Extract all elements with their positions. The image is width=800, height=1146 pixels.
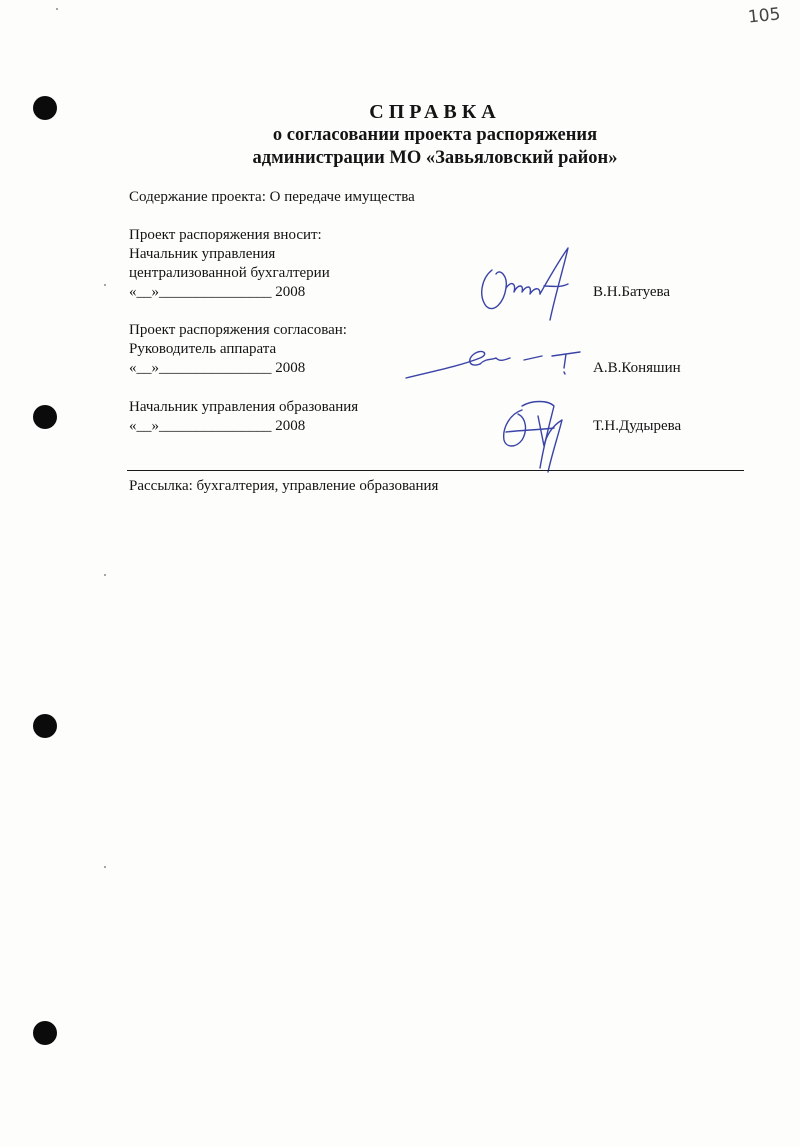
page-number: 105	[747, 4, 782, 28]
scan-speck	[104, 866, 106, 868]
block3-signatory-name: Т.Н.Дудырева	[593, 418, 682, 434]
scan-speck	[56, 8, 58, 10]
block2-signatory-name: А.В.Коняшин	[593, 360, 681, 376]
content-line: Содержание проекта: О передаче имущества	[129, 189, 415, 205]
punch-hole	[33, 1021, 57, 1045]
block2-line2: Руководитель аппарата	[129, 341, 277, 357]
title-line-2: о согласовании проекта распоряжения	[272, 125, 598, 145]
punch-hole	[33, 714, 57, 738]
signature-konyashin	[400, 336, 590, 386]
block3-date: «__»_______________ 2008	[129, 418, 306, 434]
block1-date: «__»_______________ 2008	[129, 284, 306, 300]
block1-signatory-name: В.Н.Батуева	[593, 284, 671, 300]
scan-speck	[104, 574, 106, 576]
block2-date: «__»_______________ 2008	[129, 360, 306, 376]
document-title	[0, 100, 800, 170]
block1-line1: Проект распоряжения вносит:	[129, 227, 322, 243]
block2-line1: Проект распоряжения согласован:	[129, 322, 347, 338]
block1-line2: Начальник управления	[129, 246, 276, 262]
title-main: СПРАВКА	[369, 101, 501, 123]
block3-line1: Начальник управления образования	[129, 399, 359, 415]
section-divider	[127, 470, 744, 471]
scan-speck	[104, 284, 106, 286]
block1-line3: централизованной бухгалтерии	[129, 265, 330, 281]
signature-batueva	[470, 240, 590, 330]
title-line-3: администрации МО «Завьяловский район»	[252, 148, 618, 168]
distribution-line: Рассылка: бухгалтерия, управление образования	[129, 478, 439, 494]
punch-hole	[33, 405, 57, 429]
signature-dudyreva	[492, 396, 582, 476]
